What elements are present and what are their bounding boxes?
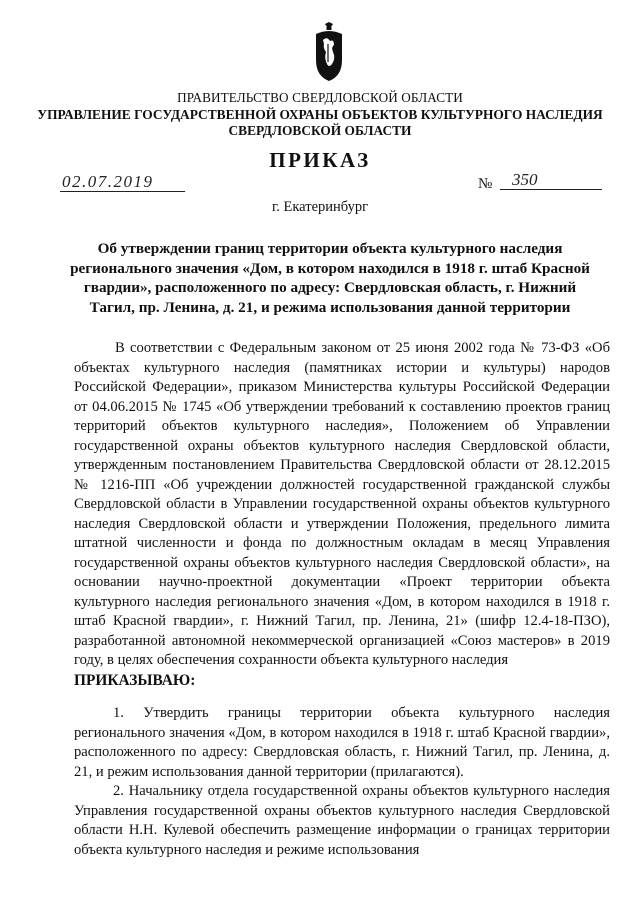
date-underline: [60, 191, 185, 192]
order-subject: Об утверждении границ территории объекта культурного наследия регионального значения «Дом, в котором находился в 1918 г. штаб Красной гвардии», расположенного по адресу: Свердловская область, г. Нижний Тагил, пр. Ленина, д. 21, и режима использования данной территории: [70, 240, 590, 316]
order-number: 350: [512, 170, 538, 189]
number-sign: №: [478, 176, 493, 192]
government-name: ПРАВИТЕЛЬСТВО СВЕРДЛОВСКОЙ ОБЛАСТИ: [177, 90, 463, 105]
document-type-title: ПРИКАЗ: [269, 148, 371, 172]
department-name: [0, 107, 640, 139]
order-item-1: 1. Утвердить границы территории объекта культурного наследия регионального значения «Дом, в котором находился в 1918 г. штаб Красной гвардии», расположенного по адресу: Свердловская область, г. Нижний Тагил, пр. Ленина, д. 21, и режим использования данной территории (прилагаются).: [74, 705, 610, 780]
department-name-line2: СВЕРДЛОВСКОЙ ОБЛАСТИ: [228, 123, 412, 138]
city: г. Екатеринбург: [271, 199, 369, 215]
order-item-2: 2. Начальнику отдела государственной охраны объектов культурного наследия Управления государственной охраны объектов культурного наследия Свердловской области Н.Н. Кулевой обеспечить размещение информации о границах территории объекта культурного наследия и режиме использования: [74, 783, 610, 858]
order-date: 02.07.2019: [62, 172, 154, 191]
order-word: ПРИКАЗЫВАЮ:: [74, 672, 196, 689]
preamble-paragraph: В соответствии с Федеральным законом от 25 июня 2002 года № 73-ФЗ «Об объектах культурного наследия (памятниках истории и культуры) народов Российской Федерации», приказом Министерства культуры Российской Федерации от 04.06.2015 № 1745 «Об утверждении требований к составлению проектов границ территорий объектов культурного наследия», Положением об Управлении государственной охраны объектов культурного наследия Свердловской области, утвержденным постановлением Правительства Свердловской области от 28.12.2015 № 1216-ПП «Об учреждении должностей государственной гражданской службы Свердловской области в Управлении государственной охраны объектов культурного наследия Свердловской области и утверждении Положения, предельного лимита штатной численности и фонда по должностным окладам в месяц Управления государственной охраны объектов культурного наследия Свердловской области», на основании научно-проектной документации «Проект территории объекта культурного наследия регионального значения «Дом, в котором находился в 1918 г. штаб Красной гвардии», г. Нижний Тагил, пр. Ленина, 21» (шифр 12.4-18-ПЗО), разработанной автономной некоммерческой организацией «Союз мастеров» в 2019 году, в целях обеспечения сохранности объекта культурного наследия: [74, 340, 610, 668]
coat-of-arms-icon: [312, 22, 346, 82]
department-name-line1: УПРАВЛЕНИЕ ГОСУДАРСТВЕННОЙ ОХРАНЫ ОБЪЕКТОВ КУЛЬТУРНОГО НАСЛЕДИЯ: [37, 107, 603, 122]
number-underline: [500, 189, 602, 190]
